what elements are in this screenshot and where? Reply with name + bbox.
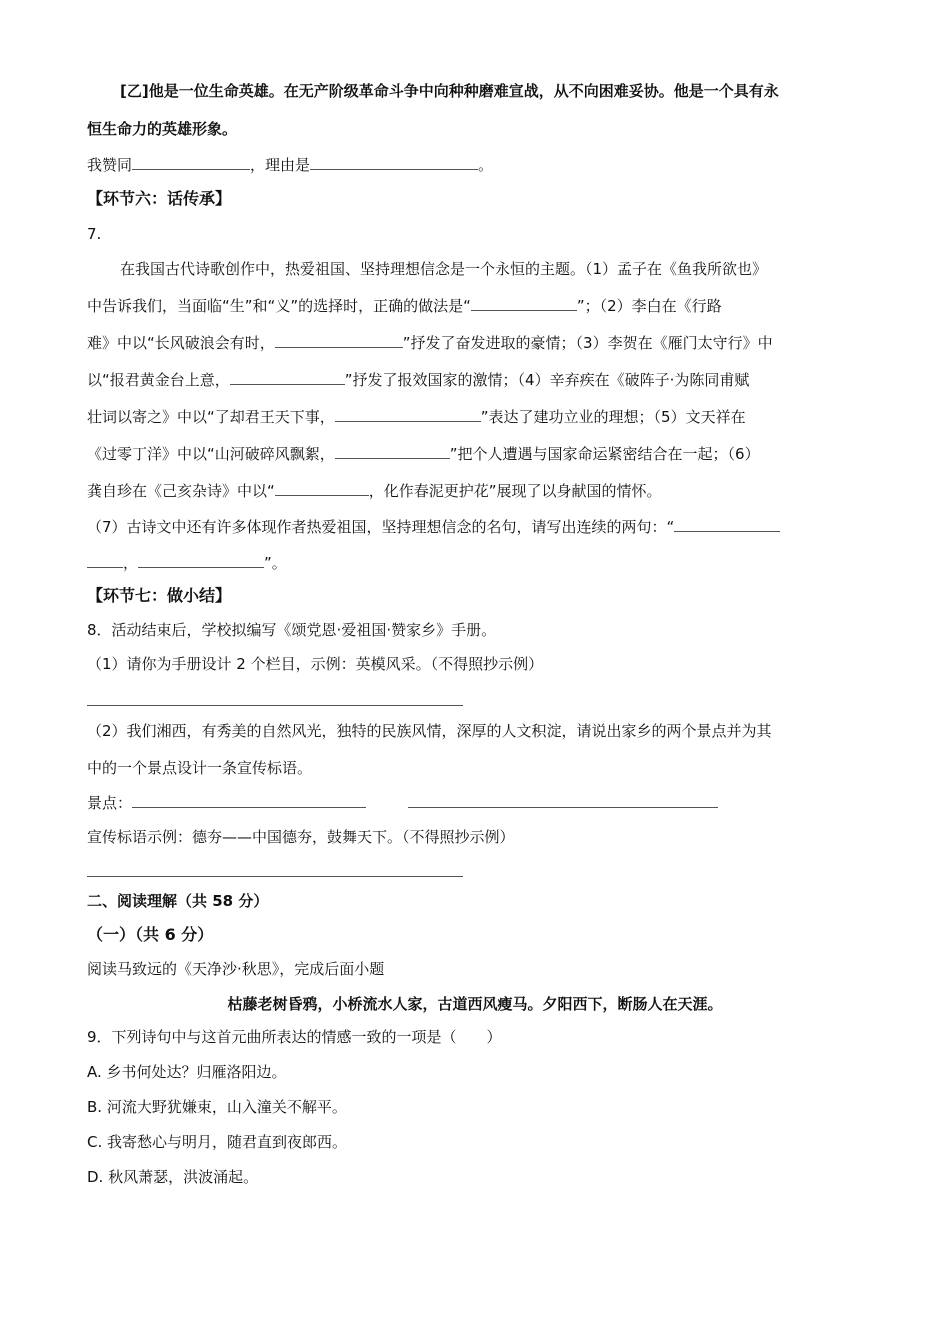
question-7-number: 7.	[87, 225, 102, 243]
q9-option-c[interactable]: C. 我寄愁心与明月，随君直到夜郎西。	[87, 1133, 348, 1151]
section-6-title: 【环节六：话传承】	[87, 189, 232, 208]
poem-text: 枯藤老树昏鸦，小桥流水人家，古道西风瘦马。夕阳西下，断肠人在天涯。	[227, 995, 723, 1013]
q8-spot-line	[87, 792, 870, 814]
q7-blank-6[interactable]	[275, 480, 369, 496]
q9-option-b[interactable]: B. 河流大野犹嫌束，山入潼关不解平。	[87, 1098, 347, 1116]
q7-blank-8[interactable]	[138, 552, 264, 568]
agree-prefix: 我赞同	[87, 156, 133, 174]
q7-blank-5[interactable]	[335, 443, 450, 459]
q9-stem: 9．下列诗句中与这首元曲所表达的情感一致的一项是（ ）	[87, 1028, 502, 1046]
q7-line3: 难》中以“长风破浪会有时， ”抒发了奋发进取的豪情；（3）李贺在《雁门太守行》中	[87, 334, 773, 352]
q7-blank-2[interactable]	[275, 332, 403, 348]
spot-blank-1[interactable]	[132, 792, 366, 808]
q8-stem: 8．活动结束后，学校拟编写《颂党恩·爱祖国·赞家乡》手册。	[87, 621, 497, 639]
q7-blank-4[interactable]	[335, 406, 481, 422]
q8-sub1: （1）请你为手册设计 2 个栏目，示例：英模风采。（不得照抄示例）	[87, 655, 544, 673]
q7-line8: （7）古诗文中还有许多体现作者热爱祖国，坚持理想信念的名句，请写出连续的两句：“	[87, 516, 870, 538]
q9-option-d[interactable]: D. 秋风萧瑟，洪波涌起。	[87, 1168, 259, 1186]
q7-blank-3[interactable]	[230, 369, 345, 385]
q7-line2: 中告诉我们，当面临“生”和“义”的选择时，正确的做法是“ ”；（2）李白在《行路	[87, 297, 722, 315]
q8-sub2-line2: 中的一个景点设计一条宣传标语。	[87, 759, 313, 777]
q7-line9: ， ”。	[87, 552, 870, 574]
slogan-answer-line[interactable]	[87, 876, 463, 877]
yi-text-line2: 恒生命力的英雄形象。	[87, 120, 238, 138]
spot-label: 景点：	[87, 794, 133, 812]
reason-blank[interactable]	[310, 154, 478, 170]
q7-blank-1[interactable]	[471, 295, 577, 311]
q9-option-a[interactable]: A. 乡书何处达？归雁洛阳边。	[87, 1063, 287, 1081]
q7-line6: 《过零丁洋》中以“山河破碎风飘絮， ”把个人遭遇与国家命运紧密结合在一起；（6）	[87, 445, 760, 463]
spot-blank-2[interactable]	[408, 792, 718, 808]
q8-sub1-answer-line[interactable]	[87, 705, 463, 706]
agree-blank[interactable]	[132, 154, 250, 170]
yi-text-line1: [乙]他是一位生命英雄。在无产阶级革命斗争中向种种磨难宣战，从不向困难妥协。他是一个具有永	[120, 82, 779, 100]
reading-intro: 阅读马致远的《天净沙·秋思》，完成后面小题	[87, 960, 385, 978]
reason-label: ，理由是	[250, 156, 311, 174]
section-7-title: 【环节七：做小结】	[87, 586, 232, 605]
q8-sub2-line1: （2）我们湘西，有秀美的自然风光，独特的民族风情，深厚的人文积淀，请说出家乡的两个景点并为其	[87, 722, 772, 740]
part-2-title: 二、阅读理解（共 58 分）	[87, 892, 269, 910]
part-2-sub-title: （一）（共 6 分）	[87, 925, 214, 944]
q7-line4: 以“报君黄金台上意， ”抒发了报效国家的激情；（4）辛弃疾在《破阵子·为陈同甫赋	[87, 371, 750, 389]
slogan-example: 宣传标语示例：德夯——中国德夯，鼓舞天下。（不得照抄示例）	[87, 828, 515, 846]
agree-line	[87, 154, 870, 176]
q7-line1: 在我国古代诗歌创作中，热爱祖国、坚持理想信念是一个永恒的主题。（1）孟子在《鱼我所欲也》	[120, 260, 768, 278]
q7-blank-7b[interactable]	[87, 552, 123, 568]
q7-blank-7a[interactable]	[674, 516, 780, 532]
q7-line7: 龚自珍在《己亥杂诗》中以“ ，化作春泥更护花”展现了以身献国的情怀。	[87, 482, 662, 500]
q7-line5: 壮词以寄之》中以“了却君王天下事， ”表达了建功立业的理想；（5）文天祥在	[87, 408, 746, 426]
agree-suffix: 。	[478, 156, 494, 174]
